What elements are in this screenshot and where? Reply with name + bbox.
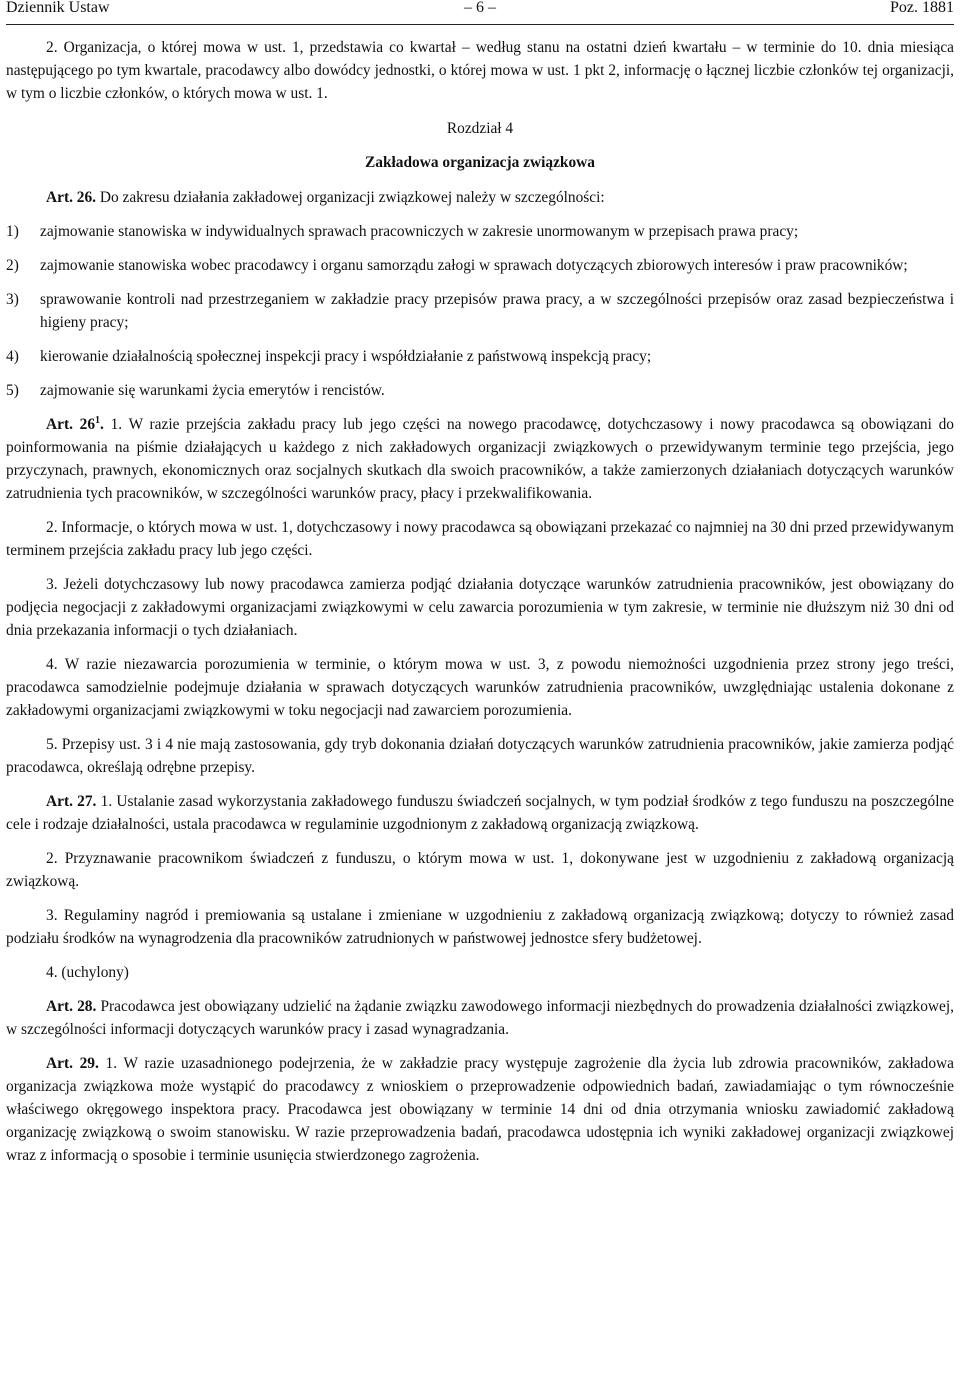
art26-1-para-2: 2. Informacje, o których mowa w ust. 1, dotychczasowy i nowy pracodawca są obowiązani przekazać co najmniej na 30 dni przed przewidywanym terminem przejścia zakładu pracy lub jego części. xyxy=(6,519,954,559)
list-item xyxy=(6,254,954,277)
item-text: sprawowanie kontroli nad przestrzeganiem w zakładzie pracy przepisów prawa pracy, a w szczególności przepisów oraz zasad bezpieczeństwa i higieny pracy; xyxy=(40,291,954,331)
list-item xyxy=(6,379,954,402)
art26-1-para-1: Art. $26^1$. 1. W razie przejścia zakładu pracy lub jego części na nowego pracodawcę, dotychczasowy i nowy pracodawca są obowiązani do poinformowania na piśmie działających u każdego z nich zakładowych organizacji związkowych o przewidywanym terminie tego przejścia, jego przyczynach, prawnych, ekonomicznych oraz socjalnych skutkach dla swoich pracowników, a także zamierzonych działaniach dotyczących warunków zatrudnienia tych pracowników, w szczególności warunków pracy, płacy i przekwalifikowania. xyxy=(6,414,954,502)
art28-label: Art. 28. xyxy=(46,998,97,1015)
item-text: zajmowanie się warunkami życia emerytów i rencistów. xyxy=(40,382,385,399)
art26-1-para-4: 4. W razie niezawarcia porozumienia w terminie, o którym mowa w ust. 3, z powodu niemożności uzgodnienia przez strony jego treści, pracodawca samodzielnie podejmuje działania w sprawach dotyczących warunków zatrudnienia pracowników, uwzględniając ustalenia dokonane z zakładowymi organizacjami związkowymi w toku negocjacji nad zawarciem porozumienia. xyxy=(6,656,954,719)
chapter-label: Rozdział 4 xyxy=(446,120,514,137)
item-number: 4) xyxy=(6,348,19,365)
item-text: kierowanie działalnością społecznej inspekcji pracy i współdziałanie z państwową inspekcją pracy; xyxy=(40,348,652,365)
item-text: zajmowanie stanowiska w indywidualnych sprawach pracowniczych w zakresie unormowanym w przepisach prawa pracy; xyxy=(40,223,799,240)
art27-label: Art. 27. xyxy=(46,793,97,810)
art27-para-2: 2. Przyznawanie pracownikom świadczeń z funduszu, o którym mowa w ust. 1, dokonywane jest w uzgodnieniu z zakładową organizacją związkową. xyxy=(6,850,954,890)
art26-1-para-3: 3. Jeżeli dotychczasowy lub nowy pracodawca zamierza podjąć działania dotyczące warunków zatrudnienia pracowników, jest obowiązany do podjęcia negocjacji z zakładowymi organizacjami związkowymi w celu zawarcia porozumienia w tym zakresie, w terminie nie dłuższym niż 30 dni od dnia przekazania informacji o tych działaniach. xyxy=(6,576,954,639)
header-rule xyxy=(6,24,954,25)
list-item xyxy=(6,288,954,334)
list-item xyxy=(6,345,954,368)
page-number: – 6 – xyxy=(464,0,496,16)
document-body xyxy=(6,36,954,1167)
art29-para: Art. 29. 1. W razie uzasadnionego podejrzenia, że w zakładzie pracy występuje zagrożenie dla życia lub zdrowia pracowników, zakładowa organizacja związkowa może wystąpić do pracodawcy z wnioskiem o przeprowadzenie odpowiednich badań, zawiadamiając o tym równocześnie właściwego okręgowego inspektora pracy. Pracodawca jest obowiązany w terminie 14 dni od dnia otrzymania wniosku zawiadomić zakładową organizację związkową o swoim stanowisku. W razie przeprowadzenia badań, pracodawca udostępnia ich wyniki zakładowej organizacji związkowej wraz z informacją o sposobie i terminie usunięcia stwierdzonego zagrożenia. xyxy=(6,1055,954,1164)
item-number: 3) xyxy=(6,291,19,308)
art26-1-label: Art. $26^1$. xyxy=(46,414,104,433)
item-text: zajmowanie stanowiska wobec pracodawcy i organu samorządu załogi w sprawach dotyczących zbiorowych interesów i praw pracowników; xyxy=(40,257,908,274)
art27-para-3: 3. Regulaminy nagród i premiowania są ustalane i zmieniane w uzgodnieniu z zakładową organizacją związkową; dotyczy to również zasad podziału środków na wynagrodzenia dla pracowników zatrudnionych w państwowej jednostce sfery budżetowej. xyxy=(6,907,954,947)
art26-lead-text: Do zakresu działania zakładowej organizacji związkowej należy w szczególności: xyxy=(96,189,605,206)
item-number: 1) xyxy=(6,223,19,240)
list-item xyxy=(6,220,954,243)
position-number: Poz. 1881 xyxy=(890,0,954,16)
art25-para-2: 2. Organizacja, o której mowa w ust. 1, przedstawia co kwartał – według stanu na ostatni dzień kwartału – w terminie do 10. dnia miesiąca następującego po tym kwartale, pracodawcy albo dowódcy jednostki, o której mowa w ust. 1 pkt 2, informację o łącznej liczbie członków tej organizacji, w tym o liczbie członków, o których mowa w ust. 1. xyxy=(6,39,954,102)
journal-title: Dziennik Ustaw xyxy=(6,0,110,16)
art26-label: Art. 26. xyxy=(46,189,97,206)
chapter-title: Zakładowa organizacja związkowa xyxy=(365,154,595,171)
item-number: 2) xyxy=(6,257,19,274)
art29-label: Art. 29. xyxy=(46,1055,99,1072)
art28-para: Art. 28. Pracodawca jest obowiązany udzielić na żądanie związku zawodowego informacji niezbędnych do prowadzenia działalności związkowej, w szczególności informacji dotyczących warunków pracy i zasad wynagradzania. xyxy=(6,998,954,1038)
art26-1-para-5: 5. Przepisy ust. 3 i 4 nie mają zastosowania, gdy tryb dokonania działań dotyczących warunków zatrudnienia pracowników, jakie zamierza podjąć pracodawca, określają odrębne przepisy. xyxy=(6,736,954,776)
item-number: 5) xyxy=(6,382,19,399)
art27-para-1: Art. 27. 1. Ustalanie zasad wykorzystania zakładowego funduszu świadczeń socjalnych, w tym podział środków z tego funduszu na poszczególne cele i rodzaje działalności, ustala pracodawca w regulaminie uzgodnionym z zakładową organizacją związkową. xyxy=(6,793,954,833)
page-header xyxy=(6,0,954,23)
art26-lead xyxy=(6,186,954,209)
art27-para-4: 4. (uchylony) xyxy=(46,964,129,981)
